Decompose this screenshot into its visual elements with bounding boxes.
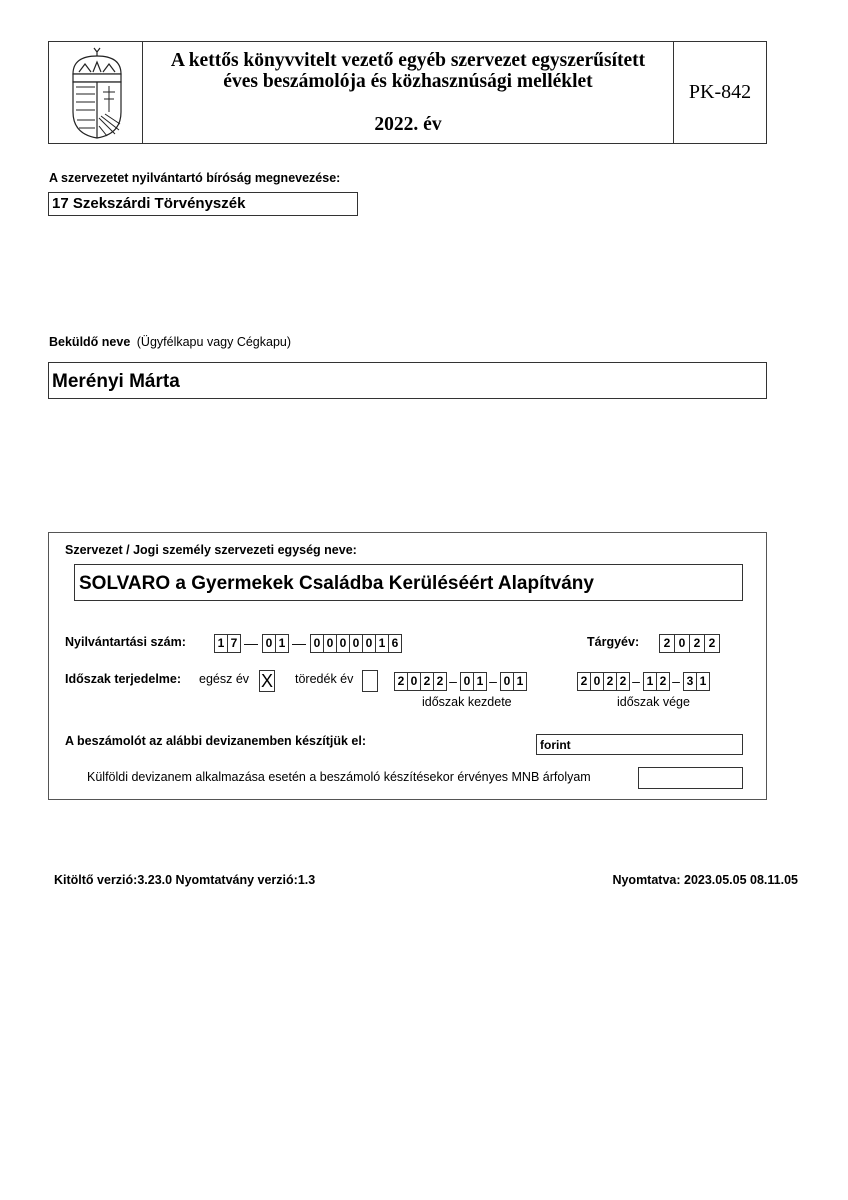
separator: — xyxy=(244,635,258,651)
digit-group xyxy=(214,634,240,653)
digit-box[interactable]: 1 xyxy=(643,672,657,691)
separator: – xyxy=(449,673,457,689)
period-end-caption: időszak vége xyxy=(617,695,690,709)
digit-box[interactable]: 2 xyxy=(420,672,434,691)
version-info: Kitöltő verzió:3.23.0 Nyomtatvány verzió:1.3 xyxy=(54,873,316,887)
court-label: A szervezetet nyilvántartó bíróság megnevezése: xyxy=(49,171,341,185)
digit-box[interactable]: 0 xyxy=(500,672,514,691)
digit-box[interactable]: 0 xyxy=(407,672,421,691)
digit-group xyxy=(683,672,709,691)
digit-box[interactable]: 0 xyxy=(362,634,376,653)
digit-box[interactable]: 2 xyxy=(577,672,591,691)
whole-year-checkbox[interactable]: X xyxy=(260,671,273,691)
digit-box[interactable]: 2 xyxy=(689,634,705,653)
digit-box[interactable]: 0 xyxy=(349,634,363,653)
fx-rate-field[interactable] xyxy=(638,767,743,789)
form-code: PK-842 xyxy=(688,81,752,103)
digit-box[interactable]: 7 xyxy=(227,634,241,653)
separator: – xyxy=(632,673,640,689)
hungarian-coat-of-arms-icon xyxy=(49,42,143,143)
sender-label-row xyxy=(49,335,291,349)
subject-year-label: Tárgyév: xyxy=(587,635,640,649)
digit-box[interactable]: 1 xyxy=(375,634,389,653)
digit-box[interactable]: 0 xyxy=(310,634,324,653)
digit-group xyxy=(500,672,526,691)
partial-year-checkbox[interactable] xyxy=(362,670,378,692)
digit-box[interactable]: 2 xyxy=(659,634,675,653)
digit-box[interactable]: 2 xyxy=(616,672,630,691)
org-name-field[interactable]: SOLVARO a Gyermekek Családba Kerüléséért Alapítvány xyxy=(74,564,743,601)
logo-cell xyxy=(49,42,143,143)
separator: — xyxy=(292,635,306,651)
digit-box[interactable]: 3 xyxy=(683,672,697,691)
digit-group xyxy=(577,672,629,691)
digit-box[interactable]: 1 xyxy=(214,634,228,653)
period-end[interactable] xyxy=(577,672,709,691)
registration-number[interactable] xyxy=(214,634,401,653)
org-name-label: Szervezet / Jogi személy szervezeti egység neve: xyxy=(65,543,357,557)
separator: – xyxy=(672,673,680,689)
digit-box[interactable]: 2 xyxy=(603,672,617,691)
sender-label: Beküldő neve xyxy=(49,335,131,349)
digit-box[interactable]: 2 xyxy=(656,672,670,691)
digit-box[interactable]: 0 xyxy=(674,634,690,653)
printed-timestamp: Nyomtatva: 2023.05.05 08.11.05 xyxy=(612,873,798,887)
digit-box[interactable]: 1 xyxy=(473,672,487,691)
subject-year[interactable] xyxy=(659,634,719,653)
digit-box[interactable]: 2 xyxy=(704,634,720,653)
digit-group xyxy=(659,634,719,653)
digit-group xyxy=(310,634,401,653)
currency-field[interactable]: forint xyxy=(536,734,743,755)
form-title xyxy=(143,42,674,143)
digit-group xyxy=(394,672,446,691)
digit-box[interactable]: 0 xyxy=(590,672,604,691)
whole-year-label: egész év xyxy=(199,672,250,686)
digit-box[interactable]: 1 xyxy=(696,672,710,691)
court-field[interactable]: 17 Szekszárdi Törvényszék xyxy=(48,192,358,216)
digit-group xyxy=(262,634,288,653)
digit-box[interactable]: 2 xyxy=(394,672,408,691)
sender-hint: (Ügyfélkapu vagy Cégkapu) xyxy=(136,335,292,349)
digit-group xyxy=(460,672,486,691)
organization-panel xyxy=(48,532,767,800)
fx-rate-label: Külföldi devizanem alkalmazása esetén a beszámoló készítésekor érvényes MNB árfolyam xyxy=(87,770,591,784)
form-year: 2022. év xyxy=(374,114,442,135)
separator: – xyxy=(489,673,497,689)
digit-box[interactable]: 6 xyxy=(388,634,402,653)
title-line-1: A kettős könyvvitelt vezető egyéb szervezet egyszerűsített xyxy=(170,50,646,71)
period-label: Időszak terjedelme: xyxy=(65,672,182,686)
digit-box[interactable]: 0 xyxy=(460,672,474,691)
registration-label: Nyilvántartási szám: xyxy=(65,635,186,649)
digit-box[interactable]: 0 xyxy=(336,634,350,653)
partial-year-label: töredék év xyxy=(295,672,354,686)
digit-box[interactable]: 0 xyxy=(262,634,276,653)
currency-label: A beszámolót az alábbi devizanemben készítjük el: xyxy=(65,734,367,748)
period-start[interactable] xyxy=(394,672,526,691)
title-line-2: éves beszámolója és közhasznúsági melléklet xyxy=(223,71,593,92)
digit-box[interactable]: 1 xyxy=(513,672,527,691)
digit-box[interactable]: 0 xyxy=(323,634,337,653)
period-start-caption: időszak kezdete xyxy=(422,695,512,709)
sender-field[interactable]: Merényi Márta xyxy=(48,362,767,399)
digit-group xyxy=(643,672,669,691)
digit-box[interactable]: 2 xyxy=(433,672,447,691)
digit-box[interactable]: 1 xyxy=(275,634,289,653)
form-header xyxy=(48,41,767,144)
